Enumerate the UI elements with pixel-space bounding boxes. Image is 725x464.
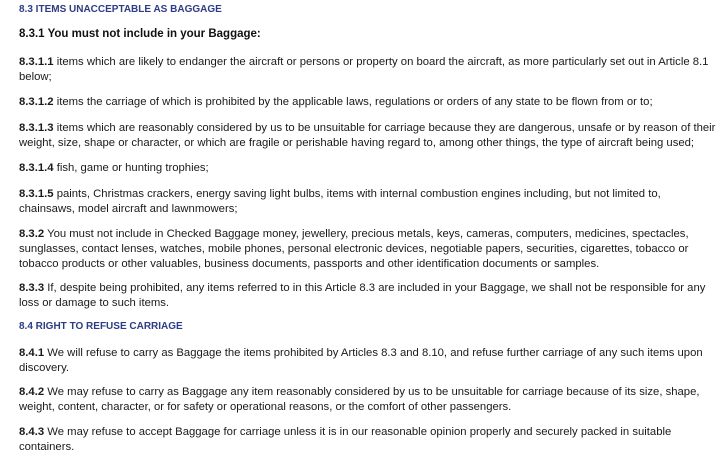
section-heading-8-3: 8.3 ITEMS UNACCEPTABLE AS BAGGAGE xyxy=(19,4,222,15)
clause-number: 8.3.3 xyxy=(19,282,45,294)
clause-text: fish, game or hunting trophies; xyxy=(53,162,209,174)
clause-number: 8.3.1.3 xyxy=(19,122,54,134)
clause-8-3-3 xyxy=(19,281,725,311)
clause-text: items which are likely to endanger the aircraft or persons or property on board the aircraft, as more particularly set out in Article 8.1 xyxy=(53,56,709,68)
clause-number: 8.3.1.2 xyxy=(19,96,54,108)
clause-text: loss or damage to such items. xyxy=(19,297,170,309)
clause-8-3-2 xyxy=(19,227,725,272)
clause-8-3-1-2 xyxy=(19,95,725,110)
clause-text: sunglasses, contact lenses, watches, mobile phones, personal electronic devices, negotiable papers, securities, cigarettes, tobacco or xyxy=(19,243,689,255)
clause-8-4-3 xyxy=(19,425,725,455)
clause-8-3-1-4 xyxy=(19,161,725,176)
clause-number: 8.3.1.4 xyxy=(19,162,54,174)
clause-text: We will refuse to carry as Baggage the items prohibited by Articles 8.3 and 8.10, and refuse further carriage of any such items upon xyxy=(44,347,703,359)
clause-8-4-1 xyxy=(19,346,725,376)
clause-8-3-1-3 xyxy=(19,121,725,151)
clause-number: 8.4.3 xyxy=(19,426,45,438)
clause-text: discovery. xyxy=(19,362,70,374)
clause-text: We may refuse to carry as Baggage any item reasonably considered by us to be unsuitable for carriage because of its size, shape, xyxy=(44,386,700,398)
clause-text: weight, content, character, or for safety or operational reasons, or the comfort of other passengers. xyxy=(19,401,512,413)
clause-number: 8.4.2 xyxy=(19,386,45,398)
section-intro-8-3-1: 8.3.1 You must not include in your Baggage: xyxy=(19,28,261,40)
clause-text: If, despite being prohibited, any items referred to in this Article 8.3 are included in your Baggage, we shall not be responsible for any xyxy=(44,282,706,294)
clause-8-3-1-1 xyxy=(19,55,725,85)
clause-text: containers. xyxy=(19,441,75,453)
clause-text: below; xyxy=(19,71,52,83)
clause-text: chainsaws, model aircraft and lawnmowers; xyxy=(19,203,238,215)
clause-text: You must not include in Checked Baggage money, jewellery, precious metals, keys, cameras, computers, medicines, spectacles, xyxy=(44,228,689,240)
clause-text: items which are reasonably considered by us to be unsuitable for carriage because they are dangerous, unsafe or by reason of their xyxy=(53,122,716,134)
clause-8-3-1-5 xyxy=(19,187,725,217)
clause-text: weight, size, shape or character, or which are fragile or perishable having regard to, among other things, the type of aircraft being used; xyxy=(19,137,695,149)
clause-number: 8.3.2 xyxy=(19,228,45,240)
clause-text: We may refuse to accept Baggage for carriage unless it is in our reasonable opinion properly and securely packed in suitable xyxy=(44,426,672,438)
clause-text: paints, Christmas crackers, energy saving light bulbs, items with internal combustion engines including, but not limited to, xyxy=(53,188,661,200)
clause-number: 8.3.1.1 xyxy=(19,56,54,68)
clause-number: 8.3.1.5 xyxy=(19,188,54,200)
clause-8-4-2 xyxy=(19,385,725,415)
clause-text: tobacco products or other valuables, business documents, passports and other identification documents or samples. xyxy=(19,258,600,270)
section-heading-8-4: 8.4 RIGHT TO REFUSE CARRIAGE xyxy=(19,321,183,332)
clause-text: items the carriage of which is prohibited by the applicable laws, regulations or orders of any state to be flown from or to; xyxy=(53,96,653,108)
clause-number: 8.4.1 xyxy=(19,347,45,359)
